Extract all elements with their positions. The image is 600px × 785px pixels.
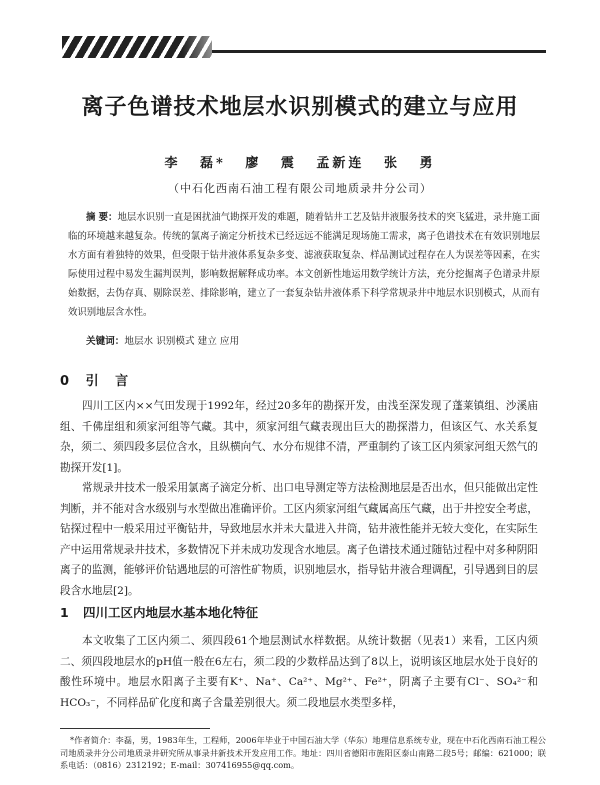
paper-title: 离子色谱技术地层水识别模式的建立与应用 bbox=[81, 95, 519, 120]
intro-paragraph-1: 四川工区内××气田发现于1992年，经过20多年的勘探开发，由浅至深发现了蓬莱镇组、沙溪庙组、千佛崖组和须家河组等气藏。其中，须家河组气藏表现出巨大的勘探潜力，但该区气、水关系复杂，须二、须四段多层位含水，且纵横向气、水分布规律不清，严重制约了该工区内须家河组天然气的勘探开发[1]。 bbox=[60, 400, 538, 474]
stripe-fade bbox=[182, 36, 242, 58]
author-footnote: *作者简介：李磊，男，1983年生，工程师，2006年毕业于中国石油大学（华东）地理信息系统专业，现在中石化西南石油工程公司地质录井分公司地质录井研究所从事录井新技术开发应用工作。地址：四川省德阳市旌阳区泰山南路二段5号；邮编：621000；联系电话：（0816）2312192；E-mail：307416955@qq.com。 bbox=[60, 735, 546, 770]
author-list: 李 磊* 廖 震 孟新连 张 勇 bbox=[164, 156, 436, 171]
keywords-label: 关键词： bbox=[86, 336, 125, 347]
affiliation: （中石化西南石油工程有限公司地质录井分公司） bbox=[168, 182, 432, 195]
header-rule bbox=[212, 50, 546, 53]
section1-paragraph-1: 本文收集了工区内须二、须四段61个地层测试水样数据。从统计数据（见表1）来看，工区内须二、须四段地层水的pH值一般在6左右，须二段的少数样品达到了8以上，说明该区地层水处于良好的酸性环境中。地层水阳离子主要有K⁺、Na⁺、Ca²⁺、Mg²⁺、Fe²⁺，阴离子主要有Cl⁻、SO₄²⁻和HCO₃⁻，不同样品矿化度和离子含量差别很大。须二段地层水类型多样， bbox=[60, 635, 538, 709]
abstract bbox=[68, 208, 540, 322]
abstract-text: 地层水识别一直是困扰油气勘探开发的难题，随着钻井工艺及钻井液服务技术的突飞猛进，录井施工面临的环境越来越复杂。传统的氯离子滴定分析技术已经远远不能满足现场施工需求，离子色谱技术在有效识别地层水方面有着独特的效果，但受限于钻井液体系复杂多变、滤液获取复杂、样品测试过程存在人为误差等因素，在实际使用过程中易发生漏判误判，影响数据解释成功率。本文创新性地运用数学统计方法，充分挖掘离子色谱录井原始数据，去伪存真、剔除误差、排除影响，建立了一套复杂钻井液体系下科学常规录井中地层水识别模式，从而有效识别地层含水性。 bbox=[68, 212, 540, 318]
header-decoration bbox=[62, 36, 546, 58]
footnote-rule bbox=[60, 728, 210, 729]
keywords-text: 地层水 识别模式 建立 应用 bbox=[124, 336, 240, 347]
keywords bbox=[86, 333, 239, 347]
section-heading-1: 1 四川工区内地层水基本地化特征 bbox=[60, 605, 259, 620]
abstract-label: 摘 要： bbox=[86, 212, 118, 223]
section-heading-intro: 0 引 言 bbox=[60, 374, 135, 389]
intro-paragraph-2: 常规录井技术一般采用氯离子滴定分析、出口电导测定等方法检测地层是否出水，但只能做出定性判断，并不能对含水级别与水型做出准确评价。工区内须家河组气藏属高压气藏，出于井控安全考虑，钻探过程中一般采用过平衡钻井，导致地层水并未大量进入井筒，钻井液性能并无较大变化，在实际生产中运用常规录井技术，多数情况下并未成功发现含水地层。离子色谱技术通过随钻过程中对多种阴阳离子的监测，能够评价钻遇地层的可溶性矿物质，识别地层水，指导钻井液合理调配，引导遇到目的层段含水地层[2]。 bbox=[60, 482, 538, 597]
